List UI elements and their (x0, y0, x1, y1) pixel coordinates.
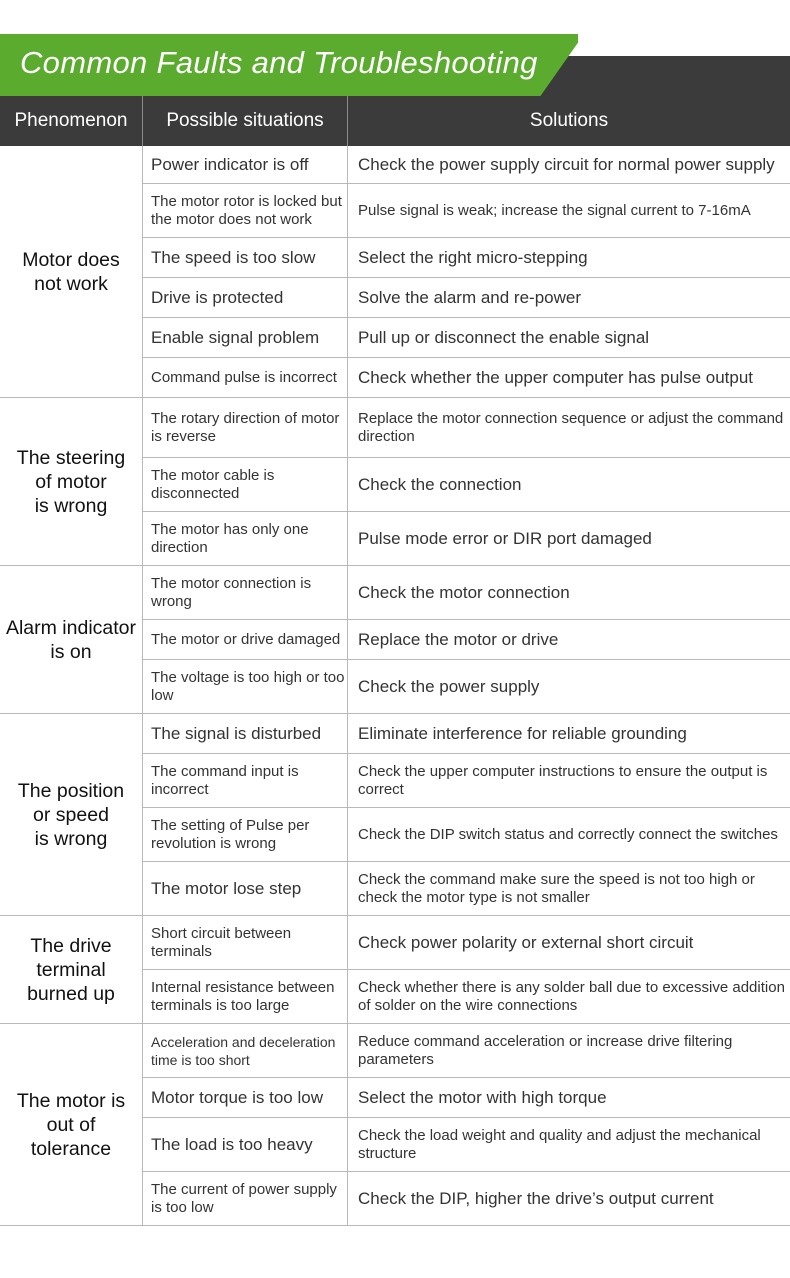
situation-cell: The motor connection is wrong (151, 575, 312, 610)
header-solutions: Solutions (529, 110, 609, 131)
situation-cell: The motor cable is disconnected (151, 467, 275, 502)
solution-cell: Check the load weight and quality and adjust the mechanical structure (358, 1127, 761, 1162)
solution-cell: Pull up or disconnect the enable signal (358, 328, 650, 347)
solution-cell: Select the right micro-stepping (358, 248, 588, 267)
solution-cell: Check the DIP switch status and correctly connect the switches (358, 826, 778, 843)
solution-cell: Reduce command acceleration or increase drive filtering parameters (358, 1033, 733, 1068)
phenomenon-cell: Motor does not work (22, 249, 120, 295)
situation-cell: Motor torque is too low (151, 1088, 323, 1107)
solution-cell: Eliminate interference for reliable grounding (358, 724, 687, 743)
header-possible-situations: Possible situations (166, 110, 324, 131)
situation-cell: Command pulse is incorrect (151, 369, 337, 386)
situation-cell: Short circuit between terminals (151, 925, 292, 960)
phenomenon-cell: The position or speed is wrong (17, 780, 125, 850)
phenomenon-cell: The motor is out of tolerance (16, 1090, 126, 1160)
situation-cell: The motor or drive damaged (151, 631, 341, 648)
solution-cell: Check the power supply (358, 677, 540, 696)
group-divider (0, 1225, 790, 1226)
situation-cell: Enable signal problem (151, 328, 320, 347)
solution-cell: Pulse mode error or DIR port damaged (358, 529, 652, 548)
solution-cell: Replace the motor connection sequence or adjust the command direction (358, 410, 784, 445)
solution-cell: Check whether the upper computer has pulse output (358, 368, 754, 387)
phenomenon-cell: The steering of motor is wrong (16, 447, 126, 517)
column-divider (347, 146, 348, 1226)
solution-cell: Replace the motor or drive (358, 630, 559, 649)
solution-cell: Pulse signal is weak; increase the signal current to 7-16mA (358, 202, 751, 219)
situation-cell: Drive is protected (151, 288, 284, 307)
phenomenon-cell: Alarm indicator is on (5, 617, 137, 663)
situation-cell: The load is too heavy (151, 1135, 313, 1154)
column-divider (142, 146, 143, 1226)
situation-cell: The command input is incorrect (151, 763, 299, 798)
situation-cell: Power indicator is off (151, 155, 309, 174)
title-banner (0, 34, 790, 96)
solution-cell: Check the DIP, higher the drive’s output current (358, 1189, 714, 1208)
situation-cell: The rotary direction of motor is reverse (151, 410, 340, 445)
solution-cell: Check the power supply circuit for normal power supply (358, 155, 775, 174)
solution-cell: Check whether there is any solder ball due to excessive addition of solder on the wire connections (358, 979, 785, 1014)
phenomenon-cell: The drive terminal burned up (27, 935, 115, 1005)
solution-cell: Check the upper computer instructions to ensure the output is correct (358, 763, 768, 798)
solution-cell: Check the command make sure the speed is not too high or check the motor type is not smaller (358, 871, 755, 906)
solution-cell: Check power polarity or external short circuit (358, 933, 694, 952)
situation-cell: The motor rotor is locked but the motor does not work (151, 193, 342, 228)
situation-cell: Internal resistance between terminals is too large (151, 979, 335, 1014)
situation-cell: The speed is too slow (151, 248, 316, 267)
situation-cell: The current of power supply is too low (151, 1181, 337, 1216)
situation-cell: The motor lose step (151, 879, 302, 898)
situation-cell: Acceleration and deceleration time is too short (151, 1034, 336, 1068)
solution-cell: Check the motor connection (358, 583, 570, 602)
situation-cell: The motor has only one direction (151, 521, 309, 556)
situation-cell: The voltage is too high or too low (151, 669, 345, 704)
situation-cell: The setting of Pulse per revolution is wrong (151, 817, 310, 852)
header-phenomenon: Phenomenon (14, 110, 128, 131)
solution-cell: Select the motor with high torque (358, 1088, 607, 1107)
table-header (0, 96, 790, 146)
situation-cell: The signal is disturbed (151, 724, 322, 743)
solution-cell: Solve the alarm and re-power (358, 288, 582, 307)
page-title: Common Faults and Troubleshooting (20, 45, 538, 80)
solution-cell: Check the connection (358, 475, 522, 494)
